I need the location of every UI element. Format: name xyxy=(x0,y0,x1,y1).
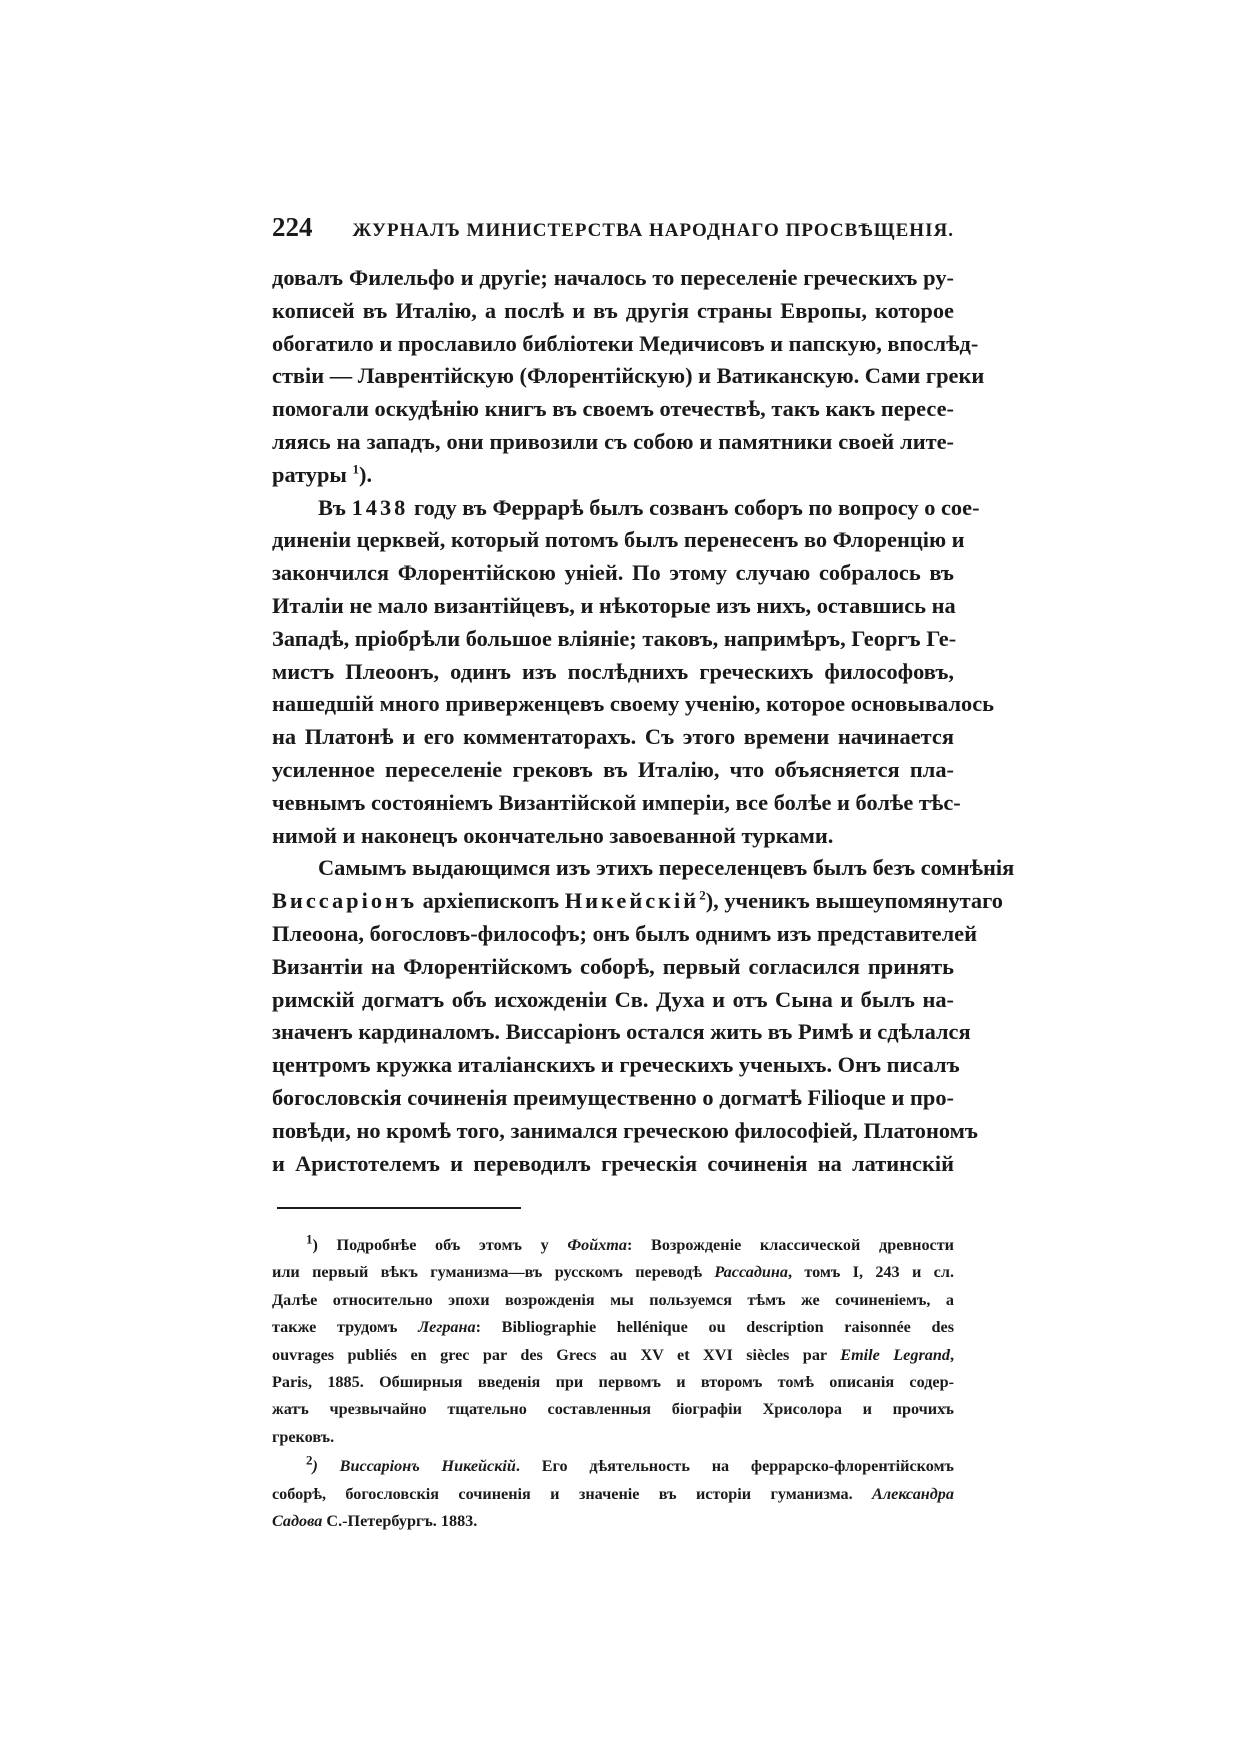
text-line: на Платонѣ и его комментаторахъ. Съ этого времени начинается xyxy=(272,724,954,750)
text-line: помогали оскудѣнію книгъ въ своемъ отечествѣ, такъ какъ пересе- xyxy=(272,396,954,422)
text-line: довалъ Филельфо и другіе; началось то переселеніе греческихъ ру- xyxy=(272,265,954,290)
year-1438: 1438 xyxy=(351,494,409,520)
book-title: ) Виссаріонъ Никейскій xyxy=(312,1457,516,1476)
text-line: нашедшій много приверженцевъ своему ученію, которое основывалось xyxy=(272,691,994,717)
text-fragment: ратуры xyxy=(272,461,353,487)
text-fragment: : Возрожденіе классической древности xyxy=(626,1236,955,1254)
text-line: Плеоона, богословъ-философъ; онъ былъ однимъ изъ представителей xyxy=(272,920,978,946)
text-line: закончился Флорентійскою уніей. По этому случаю собралось въ xyxy=(272,560,954,586)
footnote-line: жатъ чрезвычайно тщательно составленныя біографіи Хрисолора и прочихъ xyxy=(272,1400,954,1419)
footnote-line xyxy=(272,1508,954,1535)
footnote-ref-1: 1 xyxy=(352,461,359,477)
author-name: Александра xyxy=(872,1484,954,1503)
text-line: нимой и наконецъ окончательно завоеванной турками. xyxy=(272,822,834,848)
footnote-marker: 2 xyxy=(306,1452,313,1468)
page-header xyxy=(272,212,954,243)
text-fragment: , томъ I, 243 и сл. xyxy=(787,1263,954,1282)
text-line: Византіи на Флорентійскомъ соборѣ, первый согласился принять xyxy=(272,953,954,979)
text-fragment: также трудомъ xyxy=(272,1318,419,1337)
text-line: чевнымъ состояніемъ Византійской имперіи, все болѣе и болѣе тѣс- xyxy=(272,789,961,815)
text-line: Самымъ выдающимся изъ этихъ переселенцевъ былъ безъ сомнѣнія xyxy=(318,855,1015,881)
footnote-1 xyxy=(272,1232,954,1451)
text-fragment: ). xyxy=(359,461,373,487)
footnote-line xyxy=(272,1232,954,1259)
text-fragment: , xyxy=(949,1345,954,1364)
footnote-divider xyxy=(277,1207,521,1209)
text-fragment: или первый вѣкъ гуманизма—въ русскомъ переводѣ xyxy=(272,1263,715,1282)
footnote-line: Далѣе относительно эпохи возрожденія мы пользуемся тѣмъ же сочиненіемъ, а xyxy=(272,1290,954,1309)
footnote-line xyxy=(272,1342,954,1369)
text-line: ляясь на западъ, они привозили съ собою и памятники своей лите- xyxy=(272,428,954,454)
text-fragment: . Его дѣятельность на феррарско-флорентійскомъ xyxy=(515,1457,954,1476)
text-line: мистъ Плеоонъ, одинъ изъ послѣднихъ греческихъ философовъ, xyxy=(272,658,954,684)
page-number: 224 xyxy=(272,212,313,242)
footnote-line xyxy=(272,1481,954,1508)
name-nikeisky: Никейскій xyxy=(564,888,700,914)
text-line: римскій догматъ объ исхожденіи Св. Духа и отъ Сына и былъ на- xyxy=(272,986,954,1012)
text-fragment: соборѣ, богословскія сочиненія и значеніе въ исторіи гуманизма. xyxy=(272,1484,873,1503)
text-fragment: ouvrages publiés en grec par des Grecs au XV et XVI siècles par xyxy=(272,1345,841,1364)
footnote-line: грековъ. xyxy=(272,1427,335,1446)
footnote-line xyxy=(272,1259,954,1286)
text-line: значенъ кардиналомъ. Виссаріонъ остался жить въ Римѣ и сдѣлался xyxy=(272,1019,971,1045)
author-name: Садова xyxy=(272,1512,323,1531)
footnote-line xyxy=(272,1453,954,1480)
text-fragment: ), ученикъ вышеупомянутаго xyxy=(705,888,1003,914)
text-fragment: : Bibliographie hellénique ou description raisonnée des xyxy=(475,1318,954,1337)
footnote-marker: 1 xyxy=(306,1231,313,1247)
footnote-ref-2: 2 xyxy=(699,887,706,903)
running-head: ЖУРНАЛЪ МИНИСТЕРСТВА НАРОДНАГО ПРОСВѢЩЕНІЯ. xyxy=(352,220,954,241)
text-fragment: году въ Феррарѣ былъ созванъ соборъ по вопросу о сое- xyxy=(408,494,980,520)
text-line: диненіи церквей, который потомъ былъ перенесенъ во Флоренцію и xyxy=(272,527,965,553)
text-line: богословскія сочиненія преимущественно о догматѣ Filioque и про- xyxy=(272,1084,954,1110)
text-line xyxy=(272,885,1003,918)
text-line: повѣди, но кромѣ того, занимался греческою философіей, Платономъ xyxy=(272,1117,978,1143)
text-line: Италіи не мало византійцевъ, и нѣкоторые изъ нихъ, оставшись на xyxy=(272,592,956,618)
footnotes xyxy=(272,1232,954,1535)
text-line: кописей въ Италію, а послѣ и въ другія страны Европы, которое xyxy=(272,297,954,323)
footnote-line: Paris, 1885. Обширныя введенія при первомъ и второмъ томѣ описанія содер- xyxy=(272,1373,954,1392)
author-name: Emile Legrand xyxy=(840,1345,950,1364)
body-text xyxy=(272,262,1015,1180)
name-vissarion: Виссаріонъ xyxy=(272,888,418,914)
text-line: обогатило и прославило библіотеки Медичисовъ и папскую, впослѣд- xyxy=(272,330,979,356)
text-fragment: архіепископъ xyxy=(417,888,565,914)
text-line: ствіи — Лаврентійскую (Флорентійскую) и Ватиканскую. Сами греки xyxy=(272,363,985,389)
text-line: усиленное переселеніе грековъ въ Италію, что объясняется пла- xyxy=(272,756,954,782)
translator-name: Рассадина xyxy=(714,1263,788,1282)
text-line: Западѣ, пріобрѣли большое вліяніе; таковъ, напримѣръ, Георгъ Ге- xyxy=(272,625,957,651)
text-fragment: ) Подробнѣе объ этомъ у xyxy=(312,1236,568,1254)
footnote-2 xyxy=(272,1453,954,1535)
text-line: центромъ кружка италіанскихъ и греческихъ ученыхъ. Онъ писалъ xyxy=(272,1052,960,1078)
author-name: Фойхта xyxy=(567,1236,627,1254)
footnote-line xyxy=(272,1314,954,1341)
text-line xyxy=(272,492,980,525)
text-fragment: С.-Петербургъ. 1883. xyxy=(322,1512,478,1531)
author-name: Леграна xyxy=(418,1318,476,1337)
text-line: и Аристотелемъ и переводилъ греческія сочиненія на латинскій xyxy=(272,1150,954,1176)
text-line xyxy=(272,459,954,492)
text-fragment: Въ xyxy=(318,494,352,520)
